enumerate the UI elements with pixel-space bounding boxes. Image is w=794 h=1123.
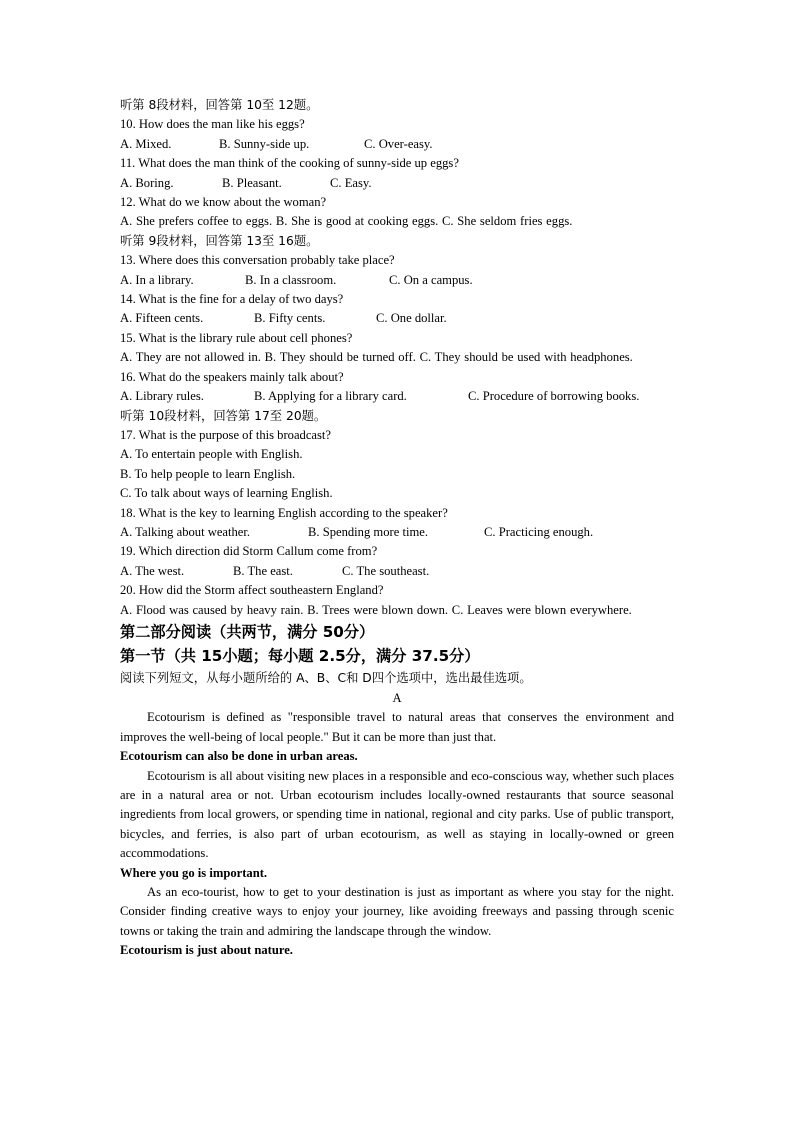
- option-a: A. Fifteen cents.: [120, 311, 204, 326]
- option-b: B. Sunny-side up.: [219, 136, 310, 151]
- option-b: B. Pleasant.: [222, 175, 282, 190]
- options-12: A. She prefers coffee to eggs. B. She is good at cooking eggs. C. She seldom fries eggs.: [120, 214, 573, 229]
- question-14: 14. What is the fine for a delay of two days?: [120, 292, 344, 307]
- option-a: A. Mixed.: [120, 136, 172, 151]
- passage-label: A: [392, 690, 402, 705]
- question-19: 19. Which direction did Storm Callum come from?: [120, 544, 378, 559]
- option-a: A. Library rules.: [120, 389, 204, 404]
- options-10: [120, 135, 674, 154]
- question-11: 11. What does the man think of the cooking of sunny-side up eggs?: [120, 156, 459, 171]
- options-15: A. They are not allowed in. B. They should be turned off. C. They should be used with headphones.: [120, 350, 633, 365]
- passage-paragraph: Ecotourism is defined as "responsible travel to natural areas that conserves the environment and improves the well-being of local people." But it can be more than just that.: [120, 710, 674, 744]
- option-b: B. Fifty cents.: [254, 311, 326, 326]
- question-20: 20. How did the Storm affect southeastern England?: [120, 583, 384, 598]
- option-a: A. Boring.: [120, 175, 174, 190]
- option-17c: C. To talk about ways of learning English.: [120, 486, 333, 501]
- option-b: B. The east.: [233, 563, 293, 578]
- option-c: C. Over-easy.: [364, 136, 433, 151]
- option-c: C. On a campus.: [389, 272, 473, 287]
- option-b: B. Applying for a library card.: [254, 389, 407, 404]
- options-18: [120, 523, 674, 542]
- passage-subheading: Ecotourism can also be done in urban areas.: [120, 749, 358, 764]
- option-b: B. In a classroom.: [245, 272, 337, 287]
- question-15: 15. What is the library rule about cell phones?: [120, 330, 353, 345]
- question-18: 18. What is the key to learning English according to the speaker?: [120, 505, 448, 520]
- option-c: C. The southeast.: [342, 563, 430, 578]
- question-12: 12. What do we know about the woman?: [120, 195, 327, 210]
- option-c: C. Procedure of borrowing books.: [468, 389, 640, 404]
- options-16: [120, 387, 674, 406]
- option-17a: A. To entertain people with English.: [120, 447, 303, 462]
- passage-paragraph: As an eco-tourist, how to get to your destination is just as important as where you stay for the night. Consider finding creative ways to enjoy your journey, like avoiding freeways and passing through scenic towns or taking the train and admiring the landscape through the window.: [120, 885, 674, 938]
- option-c: C. Easy.: [330, 175, 372, 190]
- question-17: 17. What is the purpose of this broadcast?: [120, 427, 332, 442]
- document-page: [120, 96, 674, 961]
- option-c: C. Practicing enough.: [484, 524, 594, 539]
- options-19: [120, 562, 674, 581]
- options-13: [120, 271, 674, 290]
- listening-section: [120, 96, 674, 620]
- part2-title: 第二部分阅读（共两节，满分 50分）: [120, 622, 375, 641]
- section-heading-10: 听第 10段材料，回答第 17至 20题。: [120, 408, 327, 423]
- question-10: 10. How does the man like his eggs?: [120, 117, 305, 132]
- options-14: [120, 309, 674, 328]
- option-a: A. The west.: [120, 563, 185, 578]
- options-11: [120, 174, 674, 193]
- option-b: B. Spending more time.: [308, 524, 428, 539]
- passage-subheading: Ecotourism is just about nature.: [120, 943, 293, 958]
- options-20: A. Flood was caused by heavy rain. B. Trees were blown down. C. Leaves were blown everywhere.: [120, 602, 632, 617]
- section-heading-8: 听第 8段材料，回答第 10至 12题。: [120, 98, 319, 112]
- question-16: 16. What do the speakers mainly talk about?: [120, 369, 344, 384]
- question-13: 13. Where does this conversation probably take place?: [120, 253, 395, 268]
- option-c: C. One dollar.: [376, 311, 447, 326]
- option-a: A. In a library.: [120, 272, 194, 287]
- option-a: A. Talking about weather.: [120, 524, 251, 539]
- section-heading-9: 听第 9段材料，回答第 13至 16题。: [120, 233, 319, 248]
- reading-section: [120, 620, 674, 961]
- passage-paragraph: Ecotourism is all about visiting new places in a responsible and eco-conscious way, whether such places are in a natural area or not. Urban ecotourism includes locally-owned restaurants that source seasonal ingredients from local growers, or spending time in national, regional and city parks. Use of public transport, bicycles, and ferries, is also part of urban ecotourism, as well as staying in locally-owned or green accommodations.: [120, 768, 674, 861]
- passage-subheading: Where you go is important.: [120, 865, 268, 880]
- reading-instruction: 阅读下列短文，从每小题所给的 A、B、C和 D四个选项中，选出最佳选项。: [120, 670, 532, 685]
- section1-title: 第一节（共 15小题；每小题 2.5分，满分 37.5分）: [120, 646, 480, 665]
- option-17b: B. To help people to learn English.: [120, 466, 296, 481]
